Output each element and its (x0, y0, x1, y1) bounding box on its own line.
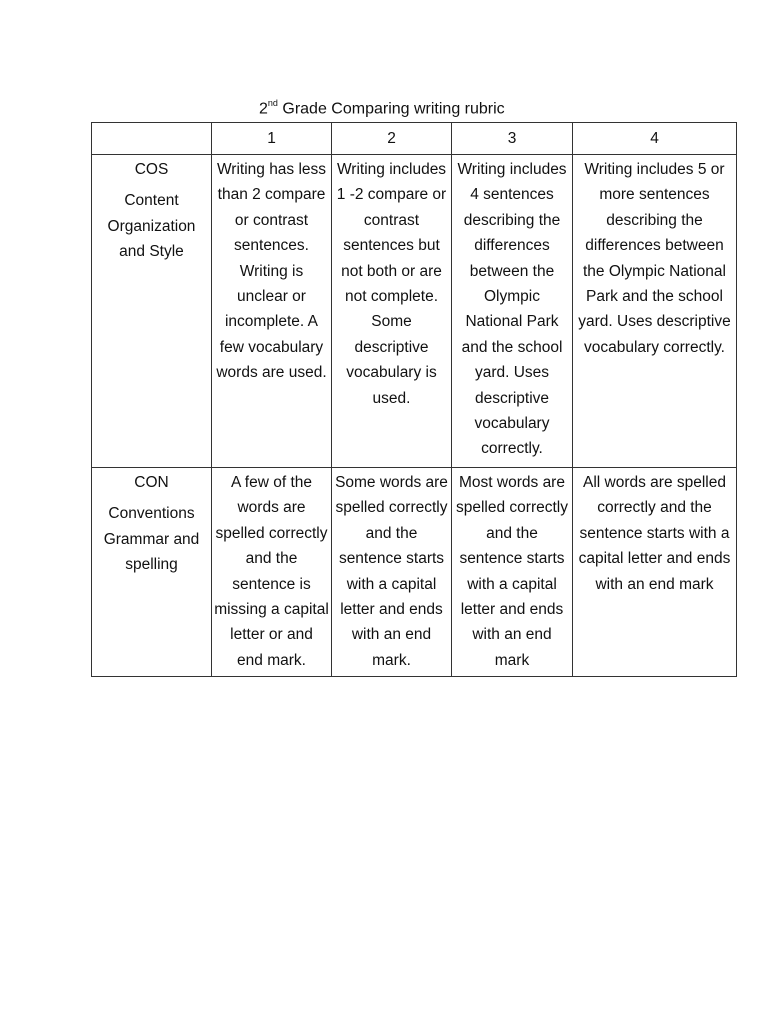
rubric-cell-line: more sentences (599, 186, 710, 204)
rubric-cell-line: descriptive (354, 338, 429, 356)
rubric-cell-line: yard. Uses (474, 364, 550, 382)
rubric-cell-line: mark (494, 651, 530, 669)
rubric-cell-line: with a capital (467, 575, 557, 593)
rubric-cell-line: with an end (351, 626, 432, 644)
header-score-cell: 2 (332, 123, 452, 155)
rubric-cell-line: 4 sentences (470, 186, 554, 204)
rubric-cell-line: Some words are (335, 474, 448, 491)
rubric-cell-line: correctly. (481, 440, 543, 458)
rubric-cell-line: not both or are (341, 262, 442, 280)
rubric-cell-line: Some (371, 313, 412, 331)
rubric-cell-line: correctly and the (597, 499, 712, 517)
rubric-cell-line: Writing includes (336, 161, 447, 178)
rubric-cell-line: the Olympic National (582, 262, 726, 280)
header-score-cell: 1 (212, 123, 332, 155)
rubric-cell-line: descriptive (474, 389, 550, 407)
rubric-cell-line: with a capital (346, 575, 437, 593)
rubric-cell-line: letter and ends (460, 601, 564, 619)
title-text: Grade Comparing writing rubric (277, 100, 505, 118)
rubric-cell-line: sentence starts (338, 550, 445, 568)
rubric-cell-line: Writing includes (457, 161, 567, 178)
rubric-cell-line: vocabulary correctly. (584, 338, 725, 356)
rubric-cell-line: letter or and (230, 626, 313, 644)
rubric-cell-line: words are used. (216, 364, 327, 382)
rubric-cell-line: National Park (465, 313, 559, 331)
rubric-row-con (92, 468, 737, 677)
rubric-cell-line: with an end mark (595, 575, 714, 593)
row-code: COS (134, 161, 169, 178)
rubric-cell-line: words are (237, 499, 306, 517)
rubric-cell-line: spelled correctly (215, 524, 328, 542)
rubric-table (91, 122, 737, 677)
rubric-cell-line: capital letter and ends (578, 550, 731, 568)
rubric-cell-line: Writing includes 5 or (584, 161, 725, 178)
rubric-cell (212, 468, 332, 677)
rubric-cell-line: or contrast (234, 211, 309, 229)
header-score-cell: 3 (452, 123, 573, 155)
rubric-cell-line: few vocabulary (219, 338, 324, 356)
rubric-cell-line: mark. (372, 651, 411, 669)
rubric-cell-line: vocabulary (474, 415, 550, 433)
title-superscript: nd (267, 98, 278, 108)
rubric-cell-line: sentence starts (459, 550, 565, 568)
row-label-cell (92, 155, 212, 468)
rubric-cell-line: used. (372, 389, 411, 407)
rubric-cell (332, 468, 452, 677)
rubric-cell-line: between the (469, 262, 555, 280)
rubric-cell-line: unclear or (237, 288, 306, 306)
row-label-cell (92, 468, 212, 677)
rubric-cell-line: not complete. (344, 288, 439, 306)
rubric-cell-line: sentence is (232, 575, 311, 593)
rubric-cell (573, 155, 737, 468)
rubric-cell-line: and the school (461, 338, 563, 356)
row-description: Content Organization and Style (107, 192, 196, 261)
rubric-cell-line: differences between (585, 237, 724, 255)
rubric-cell-line: contrast (363, 211, 420, 229)
rubric-cell (332, 155, 452, 468)
rubric-cell-line: differences (474, 237, 550, 255)
rubric-cell-line: sentence starts with a (579, 524, 730, 542)
rubric-cell-line: sentences. (234, 237, 309, 255)
rubric-header-row (92, 123, 737, 155)
rubric-cell-line: yard. Uses descriptive (578, 313, 731, 331)
rubric-cell-line: and the (365, 524, 418, 542)
rubric-cell-line: Writing is (239, 262, 304, 280)
header-score-cell: 4 (573, 123, 737, 155)
rubric-cell-line: missing a capital (214, 601, 329, 619)
rubric-cell-line: describing the (606, 211, 703, 229)
rubric-cell-line: spelled correctly (456, 499, 568, 517)
row-description: Conventions Grammar and spelling (103, 505, 200, 574)
rubric-row-cos (92, 155, 737, 468)
rubric-cell-line: incomplete. A (224, 313, 319, 331)
rubric-cell-line: describing the (463, 211, 561, 229)
header-corner-cell (92, 123, 212, 155)
rubric-cell-line: Writing has less (216, 161, 327, 178)
rubric-cell (452, 468, 573, 677)
rubric-cell-line: and the (486, 524, 538, 542)
rubric-cell-line: and the (245, 550, 298, 568)
rubric-cell (452, 155, 573, 468)
rubric-cell-line: 1 -2 compare or (336, 186, 447, 204)
rubric-cell-line: spelled correctly (335, 499, 448, 517)
title-prefix: 2 (259, 100, 268, 118)
rubric-cell-line: end mark. (237, 651, 306, 669)
rubric-cell-line: than 2 compare (217, 186, 326, 204)
rubric-cell-line: letter and ends (340, 601, 443, 619)
rubric-cell-line: Park and the school (585, 288, 723, 306)
row-code: CON (134, 474, 169, 491)
rubric-cell-line: with an end (472, 626, 552, 644)
rubric-cell-line: A few of the (231, 474, 312, 491)
rubric-cell (573, 468, 737, 677)
rubric-cell-line: sentences but (343, 237, 440, 255)
rubric-cell (212, 155, 332, 468)
rubric-cell-line: Most words are (459, 474, 565, 491)
rubric-cell-line: Olympic (484, 288, 540, 306)
rubric-cell-line: vocabulary is (346, 364, 437, 382)
rubric-cell-line: All words are spelled (582, 474, 726, 491)
document-title-text (259, 93, 505, 120)
